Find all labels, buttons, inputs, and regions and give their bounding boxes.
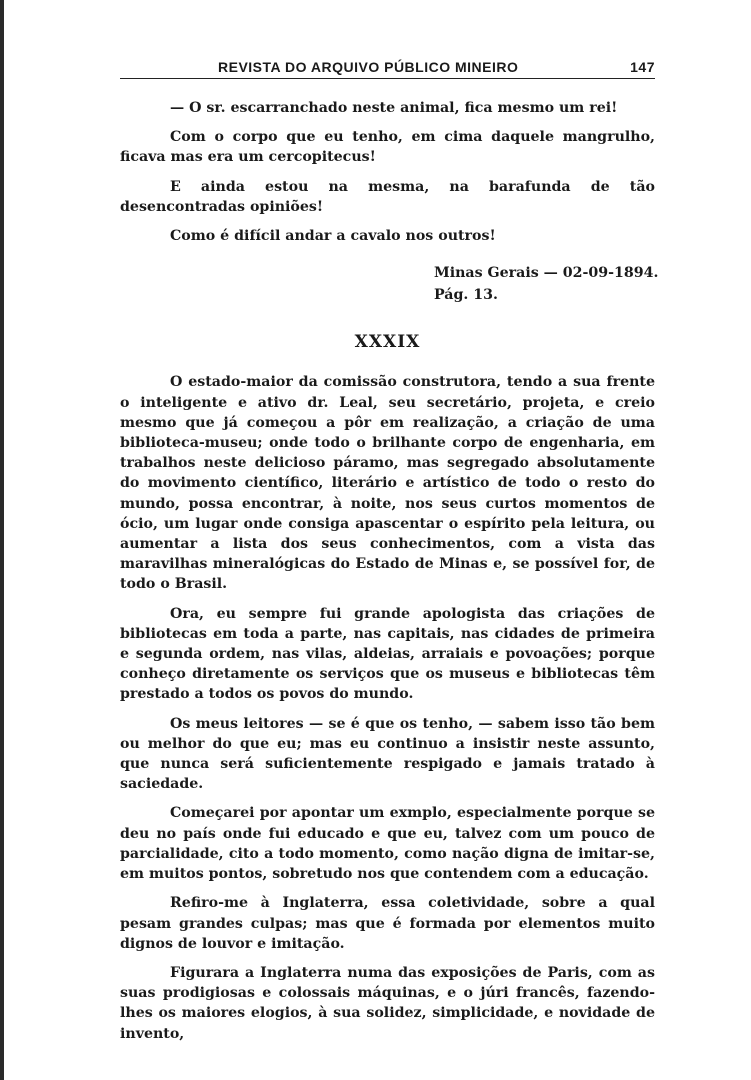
running-header bbox=[120, 56, 655, 78]
section-heading: XXXIX bbox=[354, 332, 421, 353]
paragraph: Os meus leitores — se é que os tenho, — sabem isso tão bem ou melhor do que eu; mas eu continuo a insistir neste assunto, que nunca será suficientemente respigado e jamais tratado à saciedade. bbox=[120, 715, 655, 793]
page-edge-shadow bbox=[0, 0, 4, 1080]
header-divider bbox=[120, 78, 655, 79]
paragraph: Ora, eu sempre fui grande apologista das criações de bibliotecas em toda a parte, nas capitais, nas cidades de primeira e segunda ordem, nas vilas, aldeias, arraiais e povoações; porque conheço diretamente os serviços que os museus e bibliotecas têm prestado a todos os povos do mundo. bbox=[120, 605, 655, 703]
paragraph: Com o corpo que eu tenho, em cima daquele mangrulho, ficava mas era um cercopitecus! bbox=[120, 129, 655, 166]
paragraph: Figurara a Inglaterra numa das exposições de Paris, com as suas prodigiosas e colossais máquinas, e o júri francês, fazendo-lhes os maiores elogios, à sua solidez, simplicidade, e novidade de invento, bbox=[120, 964, 655, 1042]
paragraph: O estado-maior da comissão construtora, tendo a sua frente o inteligente e ativo dr. Leal, seu secretário, projeta, e creio mesmo que já começou a pôr em realização, a criação de uma biblioteca-museu; onde todo o brilhante corpo de engenharia, em trabalhos neste delicioso páramo, mas segregado absolutamente do movimento científico, literário e artístico de todo o resto do mundo, possa encontrar, à noite, nos seus curtos momentos de ócio, um lugar onde consiga apascentar o espírito pela leitura, ou aumentar a lista dos seus conhecimentos, com a vista das maravilhas mineralógicas do Estado de Minas e, se possível for, de todo o Brasil. bbox=[120, 374, 655, 593]
paragraph: — O sr. escarranchado neste animal, fica mesmo um rei! bbox=[170, 100, 618, 116]
citation-page: Pág. 13. bbox=[434, 287, 498, 304]
article-body bbox=[120, 98, 659, 1053]
page-number: 147 bbox=[630, 59, 655, 75]
paragraph: E ainda estou na mesma, na barafunda de tão desencontradas opiniões! bbox=[120, 178, 655, 215]
paragraph: Como é difícil andar a cavalo nos outros! bbox=[170, 228, 496, 245]
source-citation bbox=[120, 262, 659, 306]
citation-source-date: Minas Gerais — 02-09-1894. bbox=[434, 265, 659, 282]
paragraph: Começarei por apontar um exmplo, especialmente porque se deu no país onde fui educado e que eu, talvez com um pouco de parcialidade, cito a todo momento, como nação digna de imitar-se, em muitos pontos, sobretudo nos que contendem com a educação. bbox=[120, 805, 655, 883]
paragraph: Refiro-me à Inglaterra, essa coletividade, sobre a qual pesam grandes culpas; mas que é formada por elementos muito dignos de louvor e imitação. bbox=[120, 895, 655, 952]
journal-title: REVISTA DO ARQUIVO PÚBLICO MINEIRO bbox=[218, 59, 519, 75]
